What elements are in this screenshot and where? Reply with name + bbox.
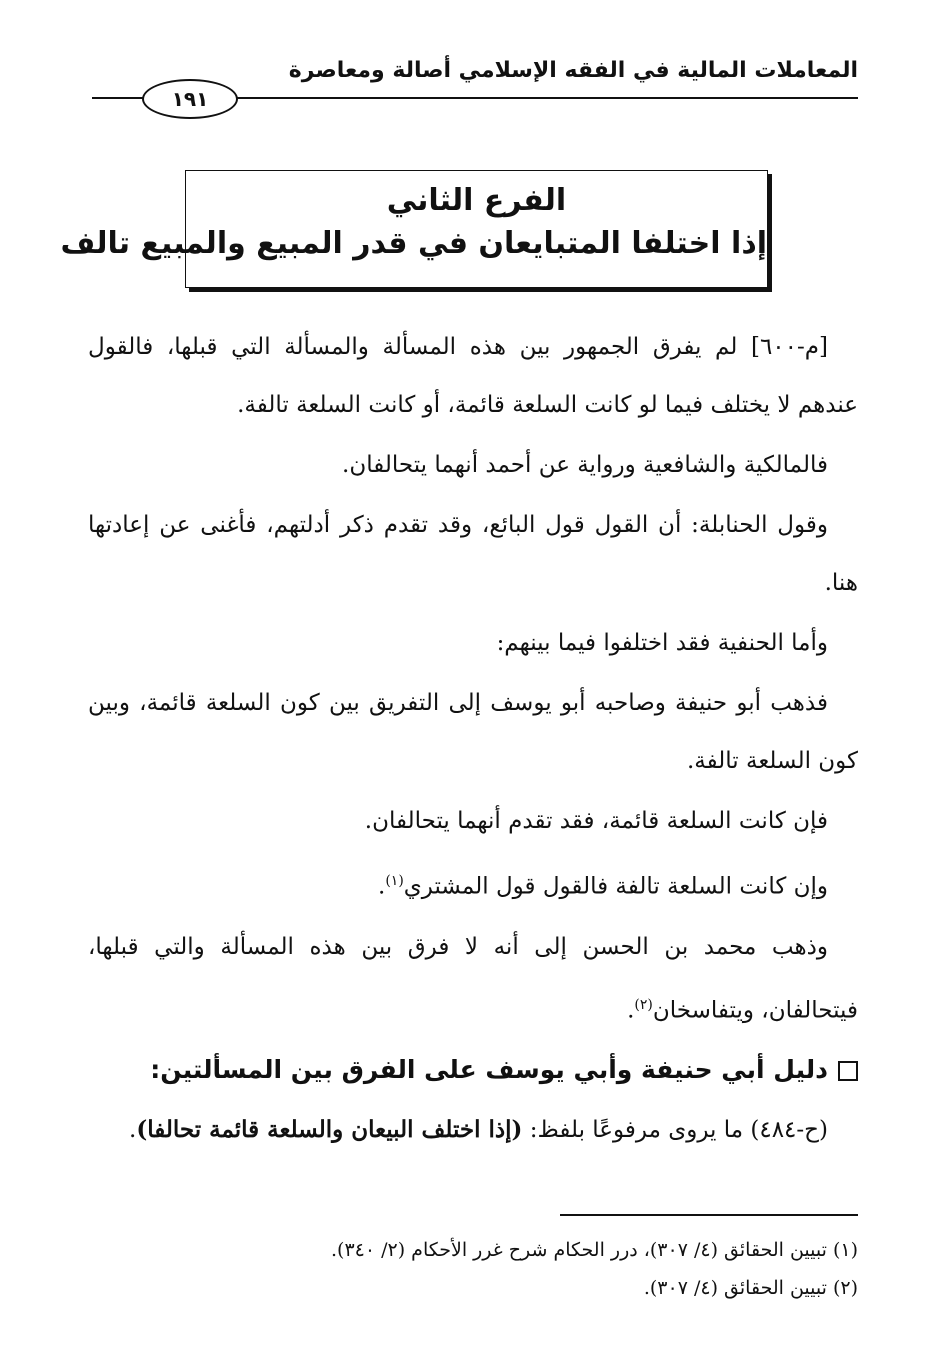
paragraph	[88, 918, 858, 1040]
book-title: المعاملات المالية في الفقه الإسلامي أصالة ومعاصرة	[288, 58, 858, 83]
section-heading-box	[60, 170, 768, 288]
page-number: ١٩١	[142, 79, 238, 119]
paragraph	[88, 852, 858, 916]
footnote: (١) تبيين الحقائق (٤/ ٣٠٧)، درر الحكام شرح غرر الأحكام (٢/ ٣٤٠).	[330, 1239, 858, 1261]
footnotes	[88, 1231, 858, 1307]
footnote-ref: (٢)	[634, 996, 653, 1013]
paragraph-text: وإن كانت السلعة تالفة فالقول قول المشتري	[403, 873, 828, 900]
section-title: إذا اختلفا المتبايعان في قدر المبيع والمبيع تالف	[60, 226, 767, 261]
paragraph: فذهب أبو حنيفة وصاحبه أبو يوسف إلى التفريق بين كون السلعة قائمة، وبين كون السلعة تالفة.	[88, 690, 858, 774]
paragraph-text: وذهب محمد بن الحسن إلى أنه لا فرق بين هذه المسألة والتي قبلها، فيتحالفان، ويتفاسخان	[88, 933, 858, 1024]
paragraph: فإن كانت السلعة قائمة، فقد تقدم أنهما يتحالفان.	[364, 808, 828, 834]
subheading-text: دليل أبي حنيفة وأبي يوسف على الفرق بين المسألتين:	[150, 1055, 828, 1085]
hadith-text: (إذا اختلف البيعان والسلعة قائمة تحالفا)	[136, 1116, 523, 1144]
paragraph: وأما الحنفية فقد اختلفوا فيما بينهم:	[496, 630, 828, 656]
paragraph-end: .	[627, 997, 635, 1024]
hadith-end: .	[129, 1117, 137, 1144]
paragraph: فالمالكية والشافعية ورواية عن أحمد أنهما يتحالفان.	[342, 452, 828, 478]
paragraph-end: .	[378, 873, 386, 900]
footnote-ref: (١)	[385, 873, 404, 889]
section-label: الفرع الثاني	[386, 183, 567, 218]
body-text	[88, 318, 858, 1161]
square-bullet-icon	[838, 1061, 858, 1081]
hadith-prefix: (ح-٤٨٤) ما يروى مرفوعًا بلفظ:	[522, 1117, 828, 1144]
footnote-separator	[560, 1214, 858, 1216]
hadith-paragraph	[88, 1101, 858, 1159]
paragraph: وقول الحنابلة: أن القول قول البائع، وقد تقدم ذكر أدلتهم، فأغنى عن إعادتها هنا.	[88, 512, 858, 596]
subheading	[88, 1041, 858, 1099]
footnote: (٢) تبيين الحقائق (٤/ ٣٠٧).	[643, 1277, 858, 1299]
paragraph: [م-٦٠٠] لم يفرق الجمهور بين هذه المسألة والمسألة التي قبلها، فالقول عندهم لا يختلف فيما لو كانت السلعة قائمة، أو كانت السلعة تالفة.	[88, 334, 858, 418]
